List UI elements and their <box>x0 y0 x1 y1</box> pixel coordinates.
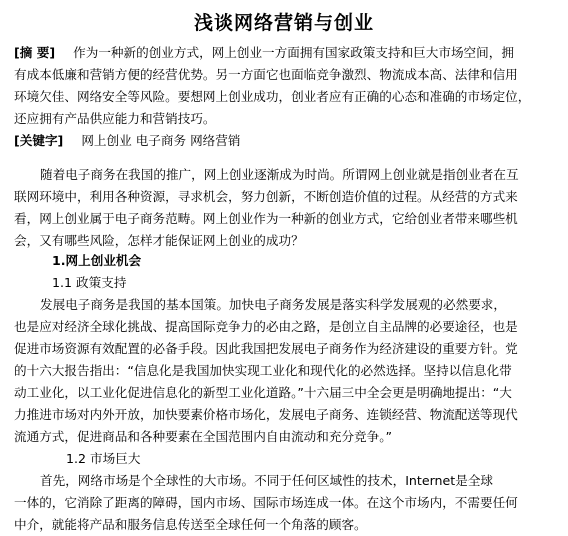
keywords-label: [关键字] <box>14 133 64 148</box>
s12-line-1: 首先，网络市场是个全球性的大市场。不同于任何区域性的技术，Internet是全球 <box>40 473 494 488</box>
intro-line-3: 看，网上创业属于电子商务范畴。网上创业作为一种新的创业方式，它给创业者带来哪些机 <box>14 211 518 226</box>
intro-line-2: 联网环境中，利用各种资源，寻求机会，努力创新，不断创造价值的过程。从经营的方式来 <box>14 189 518 204</box>
abstract-label: [摘 要] <box>14 45 56 60</box>
abstract-text-1: 作为一种新的创业方式，网上创业一方面拥有国家政策支持和巨大市场空间，拥 <box>73 45 514 60</box>
abstract-line-1 <box>14 42 562 64</box>
section-1-1-heading: 1.1 政策支持 <box>52 275 127 290</box>
intro-line-4: 会，又有哪些风险，怎样才能保证网上创业的成功？ <box>14 233 304 248</box>
s12-line-2: 一体的，它消除了距离的障碍，国内市场、国际市场连成一体。在这个市场内，不需要任何 <box>14 495 518 510</box>
s11-line-6: 力推进市场对内外开放，加快要素价格市场化，发展电子商务、连锁经营、物流配送等现代 <box>14 407 518 422</box>
s11-line-2: 也是应对经济全球化挑战、提高国际竞争力的必由之路，是创立自主品牌的必要途径，也是 <box>14 319 518 334</box>
section-1-heading: 1.网上创业机会 <box>52 253 142 268</box>
abstract-block <box>14 42 562 152</box>
page-title: 浅谈网络营销与创业 <box>193 12 374 34</box>
s11-line-5: 动工业化，以工业化促进信息化的新型工业化道路。”十六届三中全会更是明确地提出：“大 <box>14 385 512 400</box>
keywords-text: 网上创业 电子商务 网络营销 <box>81 133 241 148</box>
abstract-text-2: 有成本低廉和营销方便的经营优势。另一方面它也面临竞争激烈、物流成本高、法律和信用 <box>14 67 518 82</box>
s11-line-1: 发展电子商务是我国的基本国策。加快电子商务发展是落实科学发展观的必然要求， <box>40 297 506 312</box>
keywords-line <box>14 130 562 152</box>
intro-line-1: 随着电子商务在我国的推广，网上创业逐渐成为时尚。所谓网上创业就是指创业者在互 <box>40 167 519 182</box>
s12-line-3: 中介，就能将产品和服务信息传送至全球任何一个角落的顾客。 <box>14 517 367 532</box>
s11-line-7: 流通方式，促进商品和各种要素在全国范围内自由流动和充分竞争。” <box>14 429 393 444</box>
section-1-2-heading: 1.2 市场巨大 <box>66 451 141 466</box>
abstract-text-4: 还应拥有产品供应能力和营销技巧。 <box>14 111 216 126</box>
s11-line-3: 促进市场资源有效配置的必备手段。因此我国把发展电子商务作为经济建设的重要方针。党 <box>14 341 518 356</box>
s11-line-4: 的十六大报告指出：“信息化是我国加快实现工业化和现代化的必然选择。坚持以信息化带 <box>14 363 512 378</box>
section-1 <box>14 250 562 536</box>
abstract-text-3: 环境欠佳、网络安全等风险。要想网上创业成功，创业者应有正确的心态和准确的市场定位， <box>14 89 531 104</box>
intro-paragraph <box>14 164 562 252</box>
